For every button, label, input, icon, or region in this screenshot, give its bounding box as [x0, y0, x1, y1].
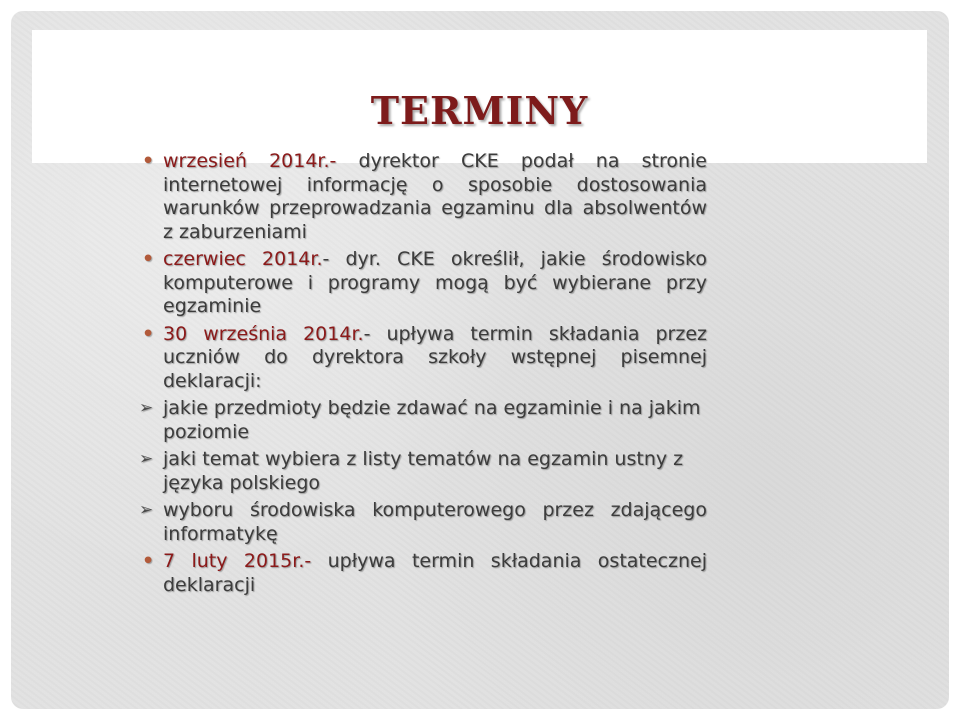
item-text: dyrektor CKE podał na stronie internetowej informację o sposobie dostosowania warunków przeprowadzania egzaminu dla absolwentów z zaburzeniami	[163, 150, 707, 243]
slide	[11, 11, 949, 709]
list-item	[139, 448, 707, 495]
item-text: jaki temat wybiera z listy tematów na egzamin ustny z języka polskiego	[163, 448, 684, 494]
bullet-icon: •	[142, 322, 155, 345]
arrow-bullet-icon: ➢	[139, 449, 154, 469]
item-text: jakie przedmioty będzie zdawać na egzaminie i na jakim poziomie	[163, 397, 701, 443]
bullet-icon: •	[142, 550, 155, 572]
item-text: - upływa termin składania przez uczniów do dyrektora szkoły wstępnej pisemnej deklaracji:	[163, 322, 707, 392]
item-date: wrzesień 2014r.-	[163, 150, 337, 172]
slide-title: TERMINY	[370, 88, 589, 133]
list-item	[139, 499, 707, 546]
list-item	[139, 397, 707, 444]
list-item	[139, 248, 707, 319]
bullet-icon: •	[142, 150, 155, 172]
bullet-icon: •	[142, 248, 155, 270]
item-text: wyboru środowiska komputerowego przez zdającego informatykę	[163, 499, 707, 545]
item-text: - dyr. CKE określił, jakie środowisko komputerowe i programy mogą być wybierane przy egzaminie	[163, 248, 707, 317]
list-item	[139, 323, 707, 394]
item-date: 30 września 2014r.	[163, 322, 364, 345]
list-item	[139, 150, 707, 244]
title-box	[32, 30, 927, 163]
list-item	[139, 550, 707, 597]
item-date: 7 luty 2015r.-	[163, 550, 312, 572]
arrow-bullet-icon: ➢	[139, 398, 154, 418]
item-text: upływa termin składania ostatecznej deklaracji	[163, 550, 707, 596]
content-list	[139, 150, 707, 601]
arrow-bullet-icon: ➢	[139, 500, 154, 520]
item-date: czerwiec 2014r.	[163, 248, 323, 270]
